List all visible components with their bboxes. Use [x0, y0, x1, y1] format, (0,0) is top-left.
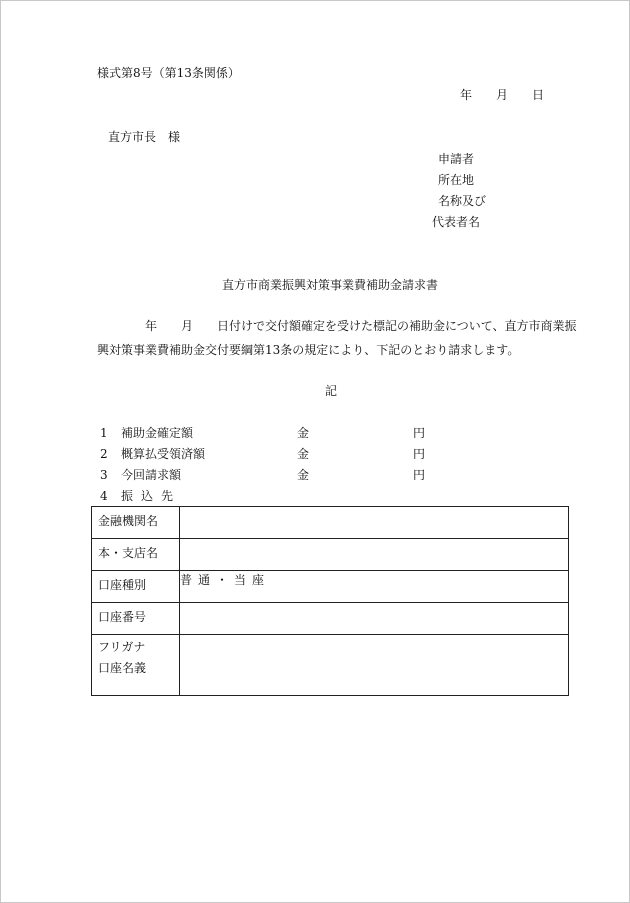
account-type-options[interactable]: 普通・当座 — [180, 571, 569, 603]
item-row — [100, 446, 425, 462]
date-month: 月 — [496, 88, 509, 102]
item-row — [100, 425, 425, 441]
item-label: 概算払受領済額 — [121, 447, 206, 461]
form-number: 様式第8号（第13条関係） — [97, 66, 240, 80]
item-kin: 金 — [297, 468, 310, 482]
item-yen: 円 — [413, 468, 426, 482]
item-number: 3 — [100, 468, 108, 482]
item-row — [100, 488, 297, 504]
date-day: 日 — [532, 88, 545, 102]
body-line-1: 年 月 日付けで交付額確定を受けた標記の補助金について、直方市商業振 — [145, 319, 577, 333]
bank-branch-label: 本・支店名 — [92, 539, 180, 571]
account-number-field[interactable] — [180, 603, 569, 635]
item-row — [100, 467, 425, 483]
item-label: 補助金確定額 — [121, 426, 194, 440]
applicant-representative-label: 代表者名 — [432, 215, 481, 229]
item-number: 2 — [100, 447, 108, 461]
account-holder-label-cell — [92, 635, 180, 696]
date-line — [460, 87, 544, 103]
item-label: 振込先 — [121, 489, 182, 503]
account-type-label: 口座種別 — [92, 571, 180, 603]
item-number: 4 — [100, 489, 108, 503]
bank-institution-field[interactable] — [180, 507, 569, 539]
table-row — [92, 635, 569, 696]
account-holder-label: 口座名義 — [98, 661, 147, 675]
bank-branch-field[interactable] — [180, 539, 569, 571]
account-number-label: 口座番号 — [92, 603, 180, 635]
date-year: 年 — [460, 88, 473, 102]
item-kin: 金 — [297, 426, 310, 440]
bank-institution-label: 金融機関名 — [92, 507, 180, 539]
ki-heading: 記 — [325, 384, 338, 398]
item-yen: 円 — [413, 447, 426, 461]
furigana-label: フリガナ — [98, 640, 146, 654]
item-label: 今回請求額 — [121, 468, 182, 482]
item-number: 1 — [100, 426, 108, 440]
applicant-block — [432, 149, 486, 233]
applicant-name-label: 名称及び — [438, 194, 487, 208]
applicant-heading: 申請者 — [438, 152, 475, 166]
document-title: 直方市商業振興対策事業費補助金請求書 — [221, 278, 438, 292]
table-row — [92, 571, 569, 603]
table-row — [92, 603, 569, 635]
table-row — [92, 539, 569, 571]
body-line-2: 興対策事業費補助金交付要綱第13条の規定により、下記のとおり請求します。 — [97, 343, 520, 357]
account-holder-field[interactable] — [180, 635, 569, 696]
table-row — [92, 507, 569, 539]
applicant-address-label: 所在地 — [438, 173, 475, 187]
item-kin: 金 — [297, 447, 310, 461]
addressee: 直方市長 様 — [108, 130, 181, 144]
bank-transfer-table — [91, 506, 569, 696]
item-yen: 円 — [413, 426, 426, 440]
